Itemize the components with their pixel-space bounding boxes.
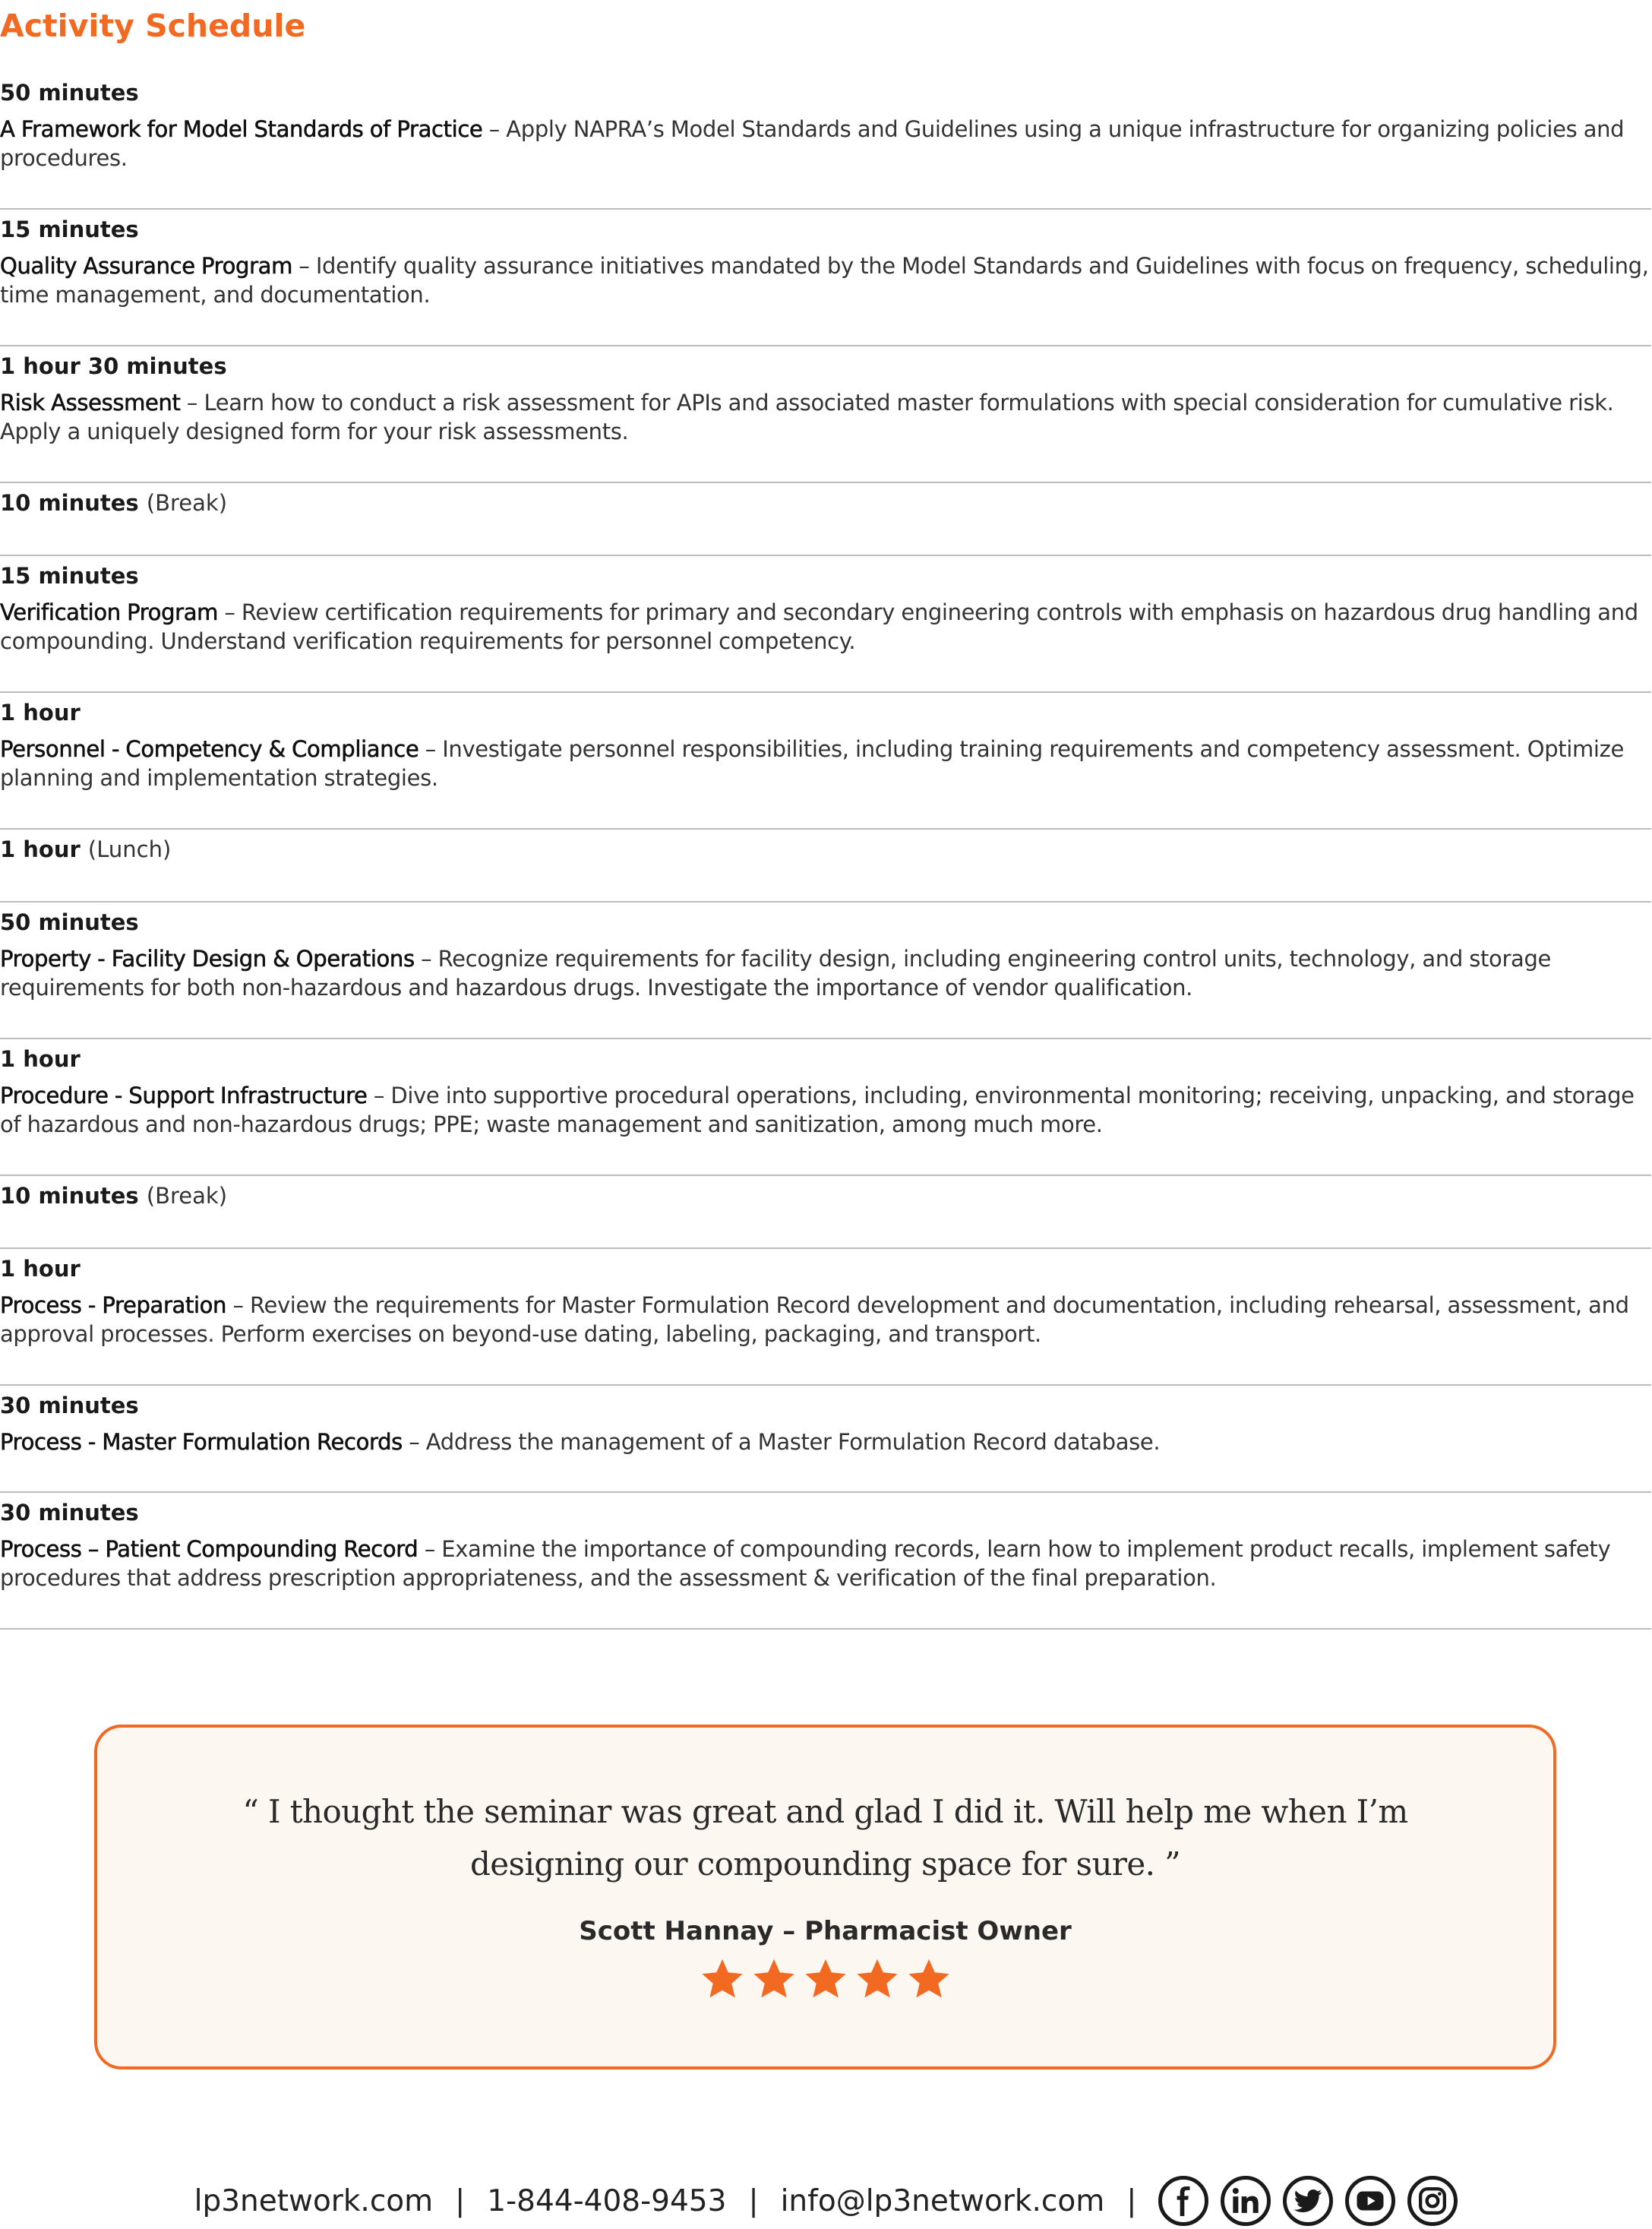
dash-separator: –: [482, 116, 507, 142]
description: [0, 1081, 1651, 1139]
schedule-row-lunch: [0, 830, 1651, 903]
duration: [0, 836, 1651, 864]
star-icon: [700, 1957, 744, 2001]
schedule-row: [0, 556, 1651, 693]
description-text: Dive into supportive procedural operations, including, environmental monitoring; receiving, unpacking, and storage of hazardous and non-hazardous drugs; PPE; waste management and sanitization, among much more.: [0, 1083, 1635, 1137]
description-text: Apply NAPRA’s Model Standards and Guidelines using a unique infrastructure for organizing policies and procedures.: [0, 116, 1625, 171]
quote-line: designing our compounding space for sure. ”: [469, 1845, 1181, 1883]
topic: Procedure - Support Infrastructure: [0, 1083, 368, 1108]
duration-note: (Break): [146, 1183, 228, 1209]
duration-value: 10 minutes: [0, 1183, 139, 1209]
description: [0, 1291, 1651, 1348]
youtube-icon[interactable]: [1345, 2176, 1395, 2226]
duration: [0, 1182, 1651, 1210]
description: [0, 944, 1651, 1002]
topic: Property - Facility Design & Operations: [0, 946, 415, 972]
description: [0, 735, 1651, 792]
page-title: Activity Schedule: [0, 8, 306, 44]
dash-separator: –: [218, 599, 242, 625]
duration: 1 hour: [0, 1046, 81, 1072]
schedule-row: [0, 1249, 1651, 1386]
schedule-row: [0, 1386, 1651, 1493]
description-text: Review certification requirements for primary and secondary engineering controls with emphasis on hazardous drug handling and compounding. Understand verification requirements for personnel competency.: [0, 599, 1638, 654]
schedule-row-break: [0, 1176, 1651, 1249]
dash-separator: –: [180, 390, 204, 416]
duration: 30 minutes: [0, 1393, 139, 1418]
duration: 15 minutes: [0, 217, 139, 242]
description-text: Examine the importance of compounding records, learn how to implement product recalls, implement safety procedures that address prescription appropriateness, and the assessment & verification of the final preparation.: [0, 1536, 1611, 1591]
testimonial-author: Scott Hannay – Pharmacist Owner: [579, 1916, 1072, 1946]
star-icon: [907, 1957, 951, 2001]
star-icon: [752, 1957, 796, 2001]
duration: 1 hour 30 minutes: [0, 353, 227, 379]
dash-separator: –: [418, 1536, 442, 1562]
topic: Process - Master Formulation Records: [0, 1429, 403, 1455]
activity-schedule: [0, 73, 1651, 1630]
star-icon: [855, 1957, 899, 2001]
testimonial-card: [94, 1725, 1556, 2069]
description: [0, 251, 1651, 309]
dash-separator: –: [414, 946, 438, 972]
description-text: Review the requirements for Master Formulation Record development and documentation, including rehearsal, assessment, and approval processes. Perform exercises on beyond-use dating, labeling, packaging, and transport.: [0, 1292, 1629, 1347]
schedule-row: [0, 903, 1651, 1039]
footer-separator: |: [455, 2183, 466, 2218]
social-links: [1158, 2176, 1458, 2226]
duration: 15 minutes: [0, 563, 139, 589]
schedule-row: [0, 1039, 1651, 1176]
description-text: Identify quality assurance initiatives mandated by the Model Standards and Guidelines with focus on frequency, scheduling, time management, and documentation.: [0, 253, 1649, 308]
description: [0, 115, 1651, 172]
linkedin-icon[interactable]: [1221, 2176, 1271, 2226]
twitter-icon[interactable]: [1283, 2176, 1333, 2226]
topic: Process - Preparation: [0, 1292, 227, 1318]
facebook-icon[interactable]: [1158, 2176, 1208, 2226]
duration: [0, 489, 1651, 517]
dash-separator: –: [402, 1429, 426, 1455]
topic: Risk Assessment: [0, 390, 181, 416]
description-text: Address the management of a Master Formulation Record database.: [425, 1429, 1161, 1455]
topic: Process – Patient Compounding Record: [0, 1536, 419, 1562]
footer-separator: |: [748, 2183, 759, 2218]
duration-value: 10 minutes: [0, 490, 139, 516]
website-link[interactable]: lp3network.com: [194, 2183, 434, 2218]
description-text: Recognize requirements for facility design, including engineering control units, technology, and storage requirements for both non-hazardous and hazardous drugs. Investigate the importance of vendor qualification.: [0, 946, 1551, 1001]
description-text: Investigate personnel responsibilities, including training requirements and competency assessment. Optimize planning and implementation strategies.: [0, 736, 1624, 791]
duration: 50 minutes: [0, 80, 139, 106]
quote-line: “ I thought the seminar was great and glad I did it. Will help me when I’m: [242, 1793, 1408, 1830]
dash-separator: –: [226, 1292, 250, 1318]
duration-note: (Break): [146, 490, 228, 516]
description: [0, 1535, 1651, 1592]
schedule-row: [0, 1493, 1651, 1630]
topic: Verification Program: [0, 599, 219, 625]
schedule-row-break: [0, 483, 1651, 556]
topic: Personnel - Competency & Compliance: [0, 736, 419, 762]
description: [0, 598, 1651, 656]
schedule-row: [0, 73, 1651, 210]
testimonial-quote: [204, 1785, 1447, 1890]
topic: A Framework for Model Standards of Practice: [0, 116, 483, 142]
dash-separator: –: [367, 1083, 391, 1108]
dash-separator: –: [419, 736, 443, 762]
schedule-row: [0, 346, 1651, 483]
schedule-row: [0, 693, 1651, 830]
footer-separator: |: [1126, 2183, 1137, 2218]
schedule-row: [0, 210, 1651, 346]
description: [0, 388, 1651, 446]
phone-number[interactable]: 1-844-408-9453: [487, 2183, 727, 2218]
star-rating: [97, 1957, 1553, 2004]
duration-value: 1 hour: [0, 836, 81, 862]
duration: 30 minutes: [0, 1500, 139, 1526]
duration: 1 hour: [0, 700, 81, 726]
description: [0, 1428, 1651, 1456]
duration: 1 hour: [0, 1256, 81, 1282]
duration-note: (Lunch): [87, 836, 172, 862]
topic: Quality Assurance Program: [0, 253, 292, 279]
star-icon: [804, 1957, 848, 2001]
description-text: Learn how to conduct a risk assessment for APIs and associated master formulations with special consideration for cumulative risk. Apply a uniquely designed form for your risk assessments.: [0, 390, 1614, 444]
duration: 50 minutes: [0, 909, 139, 935]
dash-separator: –: [292, 253, 316, 279]
footer: [0, 2174, 1652, 2227]
instagram-icon[interactable]: [1407, 2176, 1458, 2226]
email-link[interactable]: info@lp3network.com: [780, 2183, 1105, 2218]
